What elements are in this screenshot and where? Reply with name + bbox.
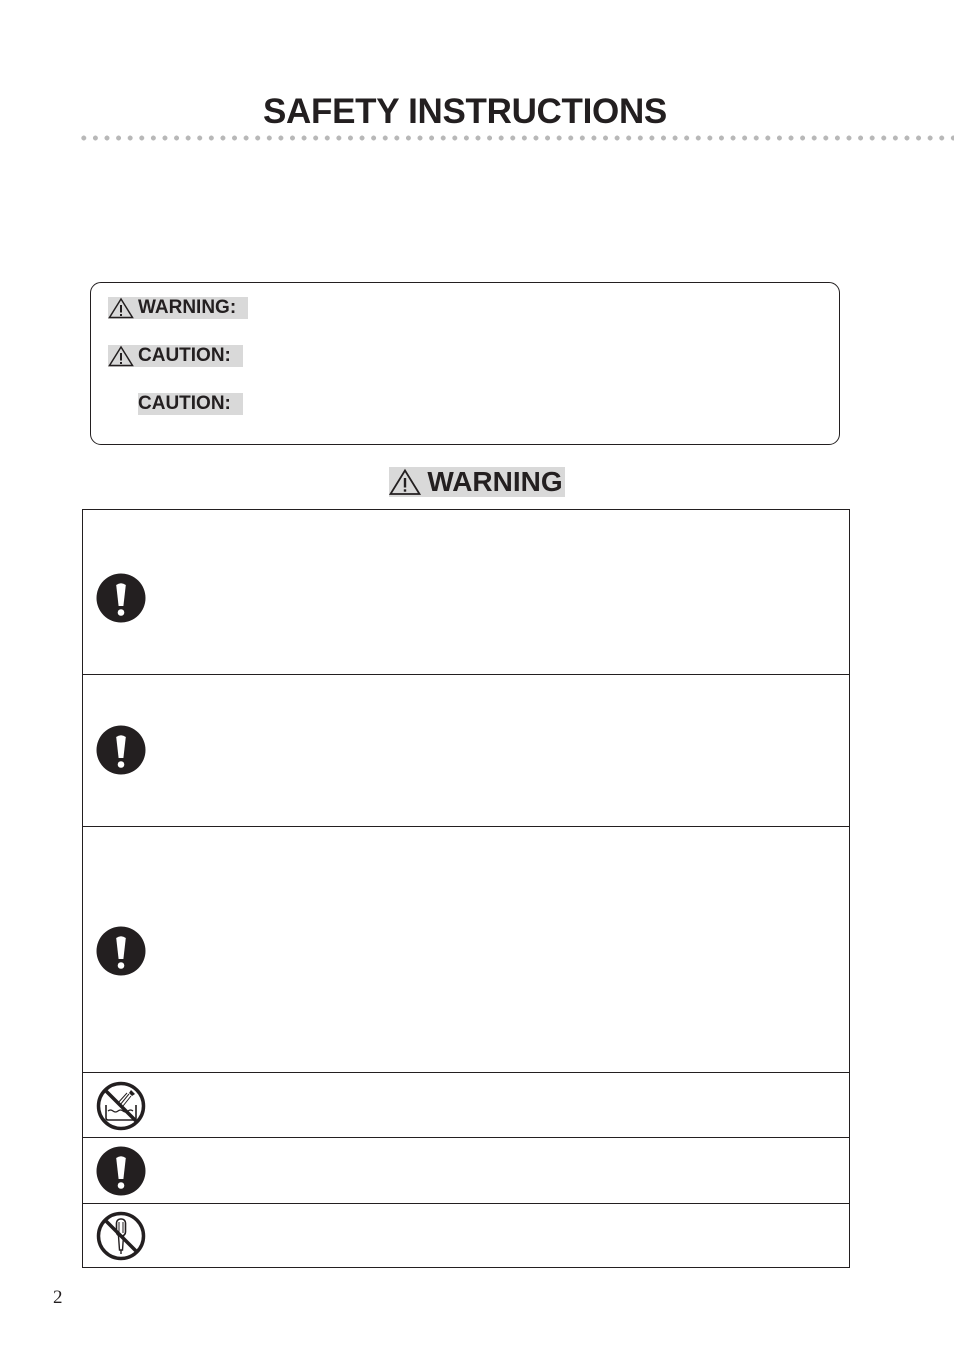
caution-legend-text: CAUTION:	[138, 345, 231, 366]
warning-legend-label	[108, 297, 248, 319]
warning-legend-text: WARNING:	[138, 297, 237, 318]
warning-table	[82, 509, 850, 1268]
warning-row	[83, 510, 849, 675]
warning-heading-label	[389, 467, 564, 497]
legend-row-warning	[108, 296, 248, 320]
warning-row	[83, 827, 849, 1073]
legend-box	[90, 282, 840, 445]
page-number: 2	[53, 1287, 63, 1308]
warning-row	[83, 675, 849, 827]
warning-section-heading	[0, 467, 954, 497]
legend-row-caution	[108, 344, 243, 368]
warning-row	[83, 1073, 849, 1138]
warning-row	[83, 1204, 849, 1269]
warning-triangle-icon	[108, 297, 134, 319]
page-title: SAFETY INSTRUCTIONS	[263, 92, 667, 131]
warning-row	[83, 1138, 849, 1204]
legend-row-caution-plain	[108, 392, 243, 416]
caution-plain-legend-label: CAUTION:	[138, 393, 243, 415]
no-water-prohibition-icon	[96, 1081, 146, 1131]
exclamation-mandatory-icon	[96, 573, 146, 623]
warning-heading-text: WARNING	[427, 466, 563, 497]
warning-triangle-icon	[389, 468, 421, 496]
exclamation-mandatory-icon	[96, 725, 146, 775]
exclamation-mandatory-icon	[96, 1146, 146, 1196]
dotted-divider	[78, 134, 954, 142]
caution-legend-label	[108, 345, 243, 367]
no-disassembly-prohibition-icon	[96, 1211, 146, 1261]
exclamation-mandatory-icon	[96, 926, 146, 976]
caution-triangle-icon	[108, 345, 134, 367]
